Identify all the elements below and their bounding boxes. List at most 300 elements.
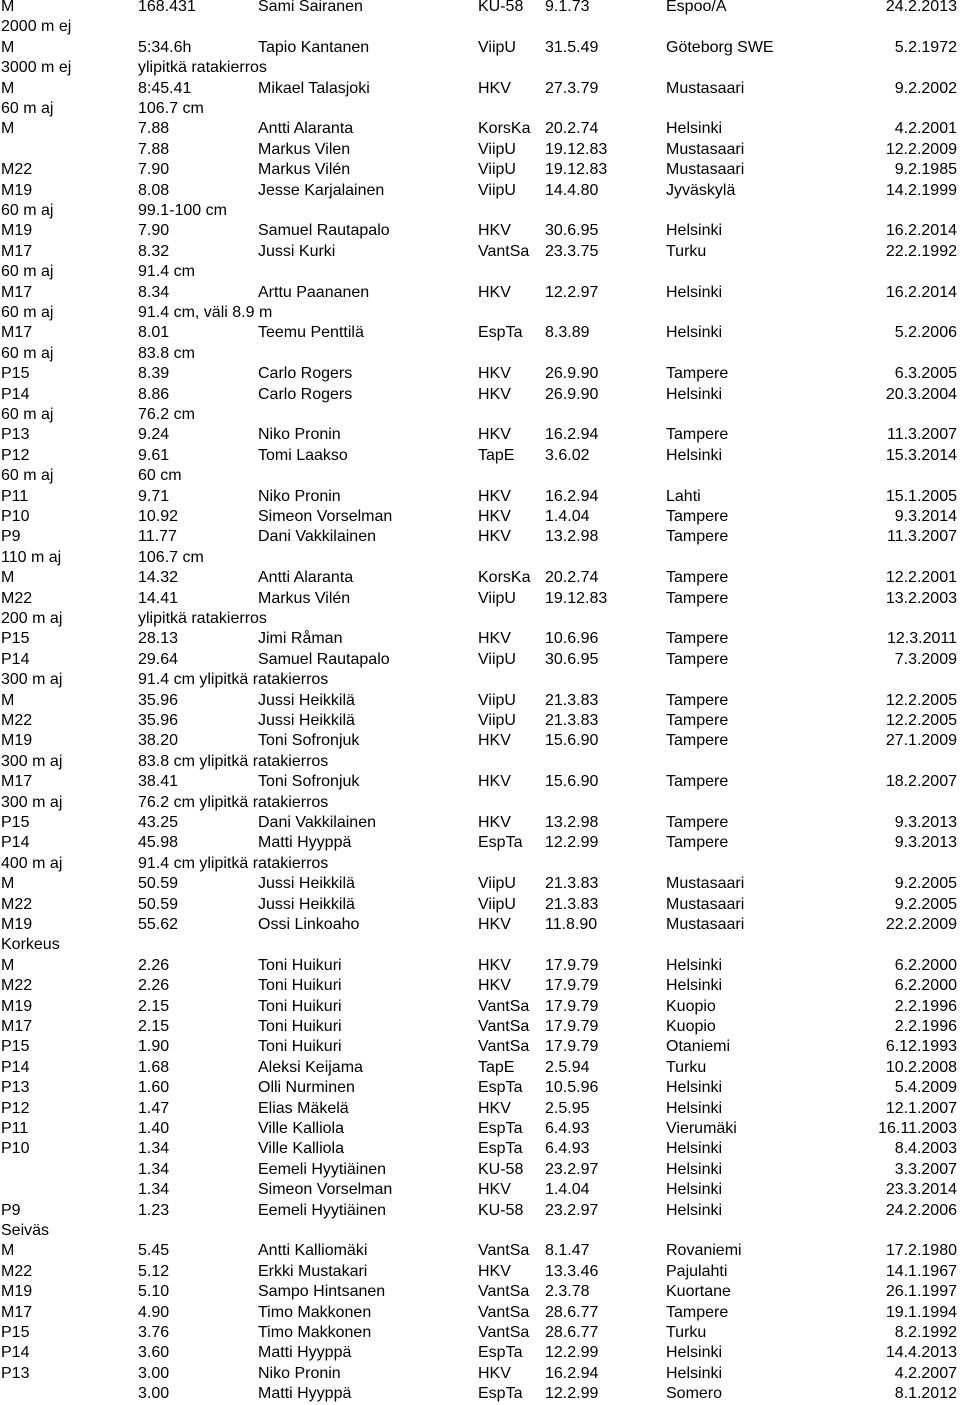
venue: Tampere [666,814,729,831]
record-row [0,38,960,58]
age-class: P12 [1,1099,30,1117]
venue: Somero [666,1385,723,1403]
record-date: 14.2.1999 [885,181,957,199]
birth-date: 2.3.78 [545,1283,590,1301]
venue: Tampere [666,508,729,525]
record-row [0,79,960,99]
athlete-name: Antti Alaranta [258,120,354,138]
athlete-name: Sampo Hintsanen [258,1283,386,1301]
athlete-name: Dani Vakkilainen [258,814,376,831]
athlete-name: Niko Pronin [258,1364,341,1382]
record-date: 5.4.2009 [894,1079,957,1097]
record-row [0,772,960,792]
venue: Tampere [666,691,729,709]
record-date: 20.3.2004 [885,385,957,403]
club: ViipU [478,691,516,709]
record-date: 6.12.1993 [885,1038,957,1056]
club: KorsKa [478,569,531,587]
venue: Helsinki [666,324,723,342]
birth-date: 16.2.94 [545,426,599,444]
age-class: M17 [1,242,33,260]
record-date: 7.3.2009 [894,650,957,668]
venue: Mustasaari [666,875,745,893]
event-header-row [0,548,960,568]
venue: Helsinki [666,1099,723,1117]
birth-date: 30.6.95 [545,650,599,668]
record-row [0,691,960,711]
record-row [0,1139,960,1159]
record-row [0,140,960,160]
age-class: M17 [1,1303,33,1321]
club: VantSa [478,1303,530,1321]
result: 8.08 [138,181,170,199]
age-class: M22 [1,712,33,729]
age-class: P13 [1,1364,30,1382]
venue: Mustasaari [666,140,745,158]
result: 5.45 [138,1242,170,1260]
birth-date: 17.9.79 [545,997,599,1015]
record-date: 11.3.2007 [887,528,957,546]
record-row [0,1303,960,1323]
event-name: 300 m aj [1,752,63,770]
venue: Mustasaari [666,161,745,179]
event-header-row [0,262,960,282]
record-row [0,507,960,527]
result: 38.41 [138,773,179,791]
result: 14.41 [138,589,179,607]
record-date: 2.2.1996 [894,997,957,1015]
result: 1.34 [138,1181,170,1199]
record-row [0,1343,960,1363]
event-name: 60 m aj [1,344,54,362]
record-row [0,160,960,180]
event-name: 300 m aj [1,671,63,689]
athlete-name: Toni Huikuri [258,997,342,1015]
event-header-row [0,1221,960,1241]
record-row [0,915,960,935]
birth-date: 21.3.83 [545,895,599,913]
event-spec: ylipitkä ratakierros [138,610,267,627]
age-class: P14 [1,834,30,852]
club: VantSa [478,1283,530,1301]
event-name: 60 m aj [1,304,54,321]
athlete-name: Tomi Laakso [258,446,348,464]
age-class: P12 [1,446,30,464]
birth-date: 10.6.96 [545,630,599,648]
result: 2.26 [138,956,170,974]
venue: Espoo/A [666,0,727,15]
record-date: 9.2.2005 [894,895,957,913]
result: 7.90 [138,222,170,240]
record-row [0,589,960,609]
record-date: 6.2.2000 [894,977,957,995]
birth-date: 12.2.99 [545,1344,599,1362]
venue: Tampere [666,589,729,607]
athlete-name: Simeon Vorselman [258,1181,393,1199]
age-class: M [1,38,15,56]
event-name: 400 m aj [1,854,63,872]
record-row [0,425,960,445]
athlete-name: Sami Sairanen [258,0,363,15]
venue: Tampere [666,630,729,648]
age-class: M22 [1,977,33,995]
record-row [0,323,960,343]
club: VantSa [478,1242,530,1260]
venue: Turku [666,1058,707,1076]
event-name: 300 m aj [1,793,63,811]
record-date: 8.2.1992 [894,1324,957,1341]
event-header-row [0,99,960,119]
club: EspTa [478,1120,523,1137]
result: 5:34.6h [138,38,192,56]
record-date: 9.2.2005 [894,875,957,893]
record-date: 5.2.1972 [894,38,957,56]
age-class: M [1,0,15,15]
birth-date: 16.2.94 [545,1364,599,1382]
result: 1.34 [138,1160,170,1178]
birth-date: 21.3.83 [545,712,599,729]
birth-date: 8.1.47 [545,1242,590,1260]
event-spec: 83.8 cm ylipitkä ratakierros [138,752,329,770]
result: 168.431 [138,0,196,15]
event-header-row [0,935,960,955]
club: HKV [478,1181,511,1199]
record-row [0,1078,960,1098]
record-row [0,1037,960,1057]
club: ViipU [478,895,516,913]
event-header-row [0,752,960,772]
age-class: M19 [1,1283,33,1301]
venue: Helsinki [666,1181,723,1199]
athlete-name: Toni Huikuri [258,956,342,974]
venue: Helsinki [666,283,723,301]
record-date: 19.1.1994 [885,1303,957,1321]
record-row [0,527,960,547]
venue: Helsinki [666,222,723,240]
event-name: 60 m aj [1,100,54,117]
result: 50.59 [138,875,179,893]
venue: Turku [666,242,707,260]
record-date: 26.1.1997 [885,1283,957,1301]
age-class: M [1,691,15,709]
age-class: P14 [1,1344,30,1362]
birth-date: 26.9.90 [545,385,599,403]
record-date: 18.2.2007 [885,773,957,791]
event-name: Korkeus [1,936,60,954]
record-date: 22.2.2009 [885,916,957,933]
athlete-name: Aleksi Keijama [258,1058,363,1076]
club: HKV [478,508,511,525]
record-row [0,1017,960,1037]
record-date: 12.2.2001 [885,569,957,587]
record-date: 27.1.2009 [885,732,957,750]
age-class: P14 [1,1058,30,1076]
record-row [0,487,960,507]
event-spec: 60 cm [138,467,182,485]
result: 50.59 [138,895,179,913]
event-name: 60 m aj [1,467,54,485]
record-date: 12.2.2009 [885,140,957,158]
record-row [0,711,960,731]
record-date: 22.2.1992 [885,242,957,260]
birth-date: 13.3.46 [545,1262,599,1280]
athlete-name: Niko Pronin [258,487,341,505]
venue: Mustasaari [666,916,745,933]
result: 2.26 [138,977,170,995]
age-class: P11 [1,487,29,505]
athlete-name: Matti Hyyppä [258,834,352,852]
birth-date: 13.2.98 [545,528,599,546]
birth-date: 13.2.98 [545,814,599,831]
athlete-name: Niko Pronin [258,426,341,444]
venue: Kuopio [666,997,716,1015]
athlete-name: Toni Huikuri [258,977,342,995]
birth-date: 23.3.75 [545,242,599,260]
result: 8:45.41 [138,79,192,97]
record-row [0,895,960,915]
birth-date: 17.9.79 [545,956,599,974]
athlete-name: Antti Alaranta [258,569,354,587]
record-row [0,1262,960,1282]
result: 7.88 [138,120,170,138]
record-date: 2.2.1996 [894,1018,957,1035]
result: 2.15 [138,1018,170,1035]
athlete-name: Samuel Rautapalo [258,650,390,668]
club: KU-58 [478,1160,524,1178]
club: HKV [478,956,511,974]
venue: Helsinki [666,977,723,995]
result: 1.23 [138,1201,170,1219]
club: HKV [478,528,511,546]
event-header-row [0,58,960,78]
athlete-name: Mikael Talasjoki [258,79,370,97]
athlete-name: Dani Vakkilainen [258,528,376,546]
record-row [0,1241,960,1261]
age-class: M19 [1,997,33,1015]
venue: Helsinki [666,1140,723,1158]
event-name: 200 m aj [1,610,63,627]
record-row [0,119,960,139]
athlete-name: Antti Kalliomäki [258,1242,368,1260]
result: 9.24 [138,426,170,444]
athlete-name: Markus Vilén [258,589,351,607]
result: 1.34 [138,1140,170,1158]
record-date: 3.3.2007 [894,1160,957,1178]
birth-date: 12.2.97 [545,283,599,301]
record-row [0,446,960,466]
club: HKV [478,385,511,403]
record-date: 8.1.2012 [894,1385,957,1403]
record-date: 9.2.2002 [894,79,957,97]
result: 35.96 [138,691,179,709]
venue: Göteborg SWE [666,38,774,56]
birth-date: 9.1.73 [545,0,590,15]
result: 8.34 [138,283,170,301]
record-row [0,1058,960,1078]
athlete-name: Matti Hyyppä [258,1385,352,1403]
birth-date: 23.2.97 [545,1201,599,1219]
record-date: 12.3.2011 [887,630,957,648]
club: ViipU [478,712,516,729]
club: ViipU [478,38,516,56]
record-date: 8.4.2003 [894,1140,957,1158]
venue: Tampere [666,569,729,587]
athlete-name: Erkki Mustakari [258,1262,368,1280]
record-date: 16.2.2014 [885,283,957,301]
result: 9.71 [138,487,170,505]
athlete-name: Markus Vilén [258,161,351,179]
athlete-name: Jussi Heikkilä [258,691,355,709]
club: HKV [478,365,511,383]
club: HKV [478,222,511,240]
age-class: M19 [1,181,33,199]
age-class: P15 [1,630,30,648]
event-header-row [0,466,960,486]
birth-date: 6.4.93 [545,1140,590,1158]
age-class: M19 [1,222,33,240]
age-class: M [1,875,15,893]
birth-date: 23.2.97 [545,1160,599,1178]
venue: Tampere [666,1303,729,1321]
club: EspTa [478,1344,523,1362]
club: HKV [478,426,511,444]
record-date: 24.2.2013 [885,0,957,15]
event-name: 2000 m ej [1,18,72,36]
age-class: P13 [1,1079,30,1097]
athlete-name: Jussi Heikkilä [258,712,355,729]
event-name: 60 m aj [1,406,54,423]
record-row [0,1119,960,1139]
venue: Tampere [666,426,729,444]
record-date: 16.11.2003 [878,1120,957,1137]
age-class: P10 [1,1140,30,1158]
club: EspTa [478,1079,523,1097]
result: 29.64 [138,650,179,668]
event-header-row [0,793,960,813]
record-date: 24.2.2006 [885,1201,957,1219]
record-date: 9.2.1985 [894,161,957,179]
record-date: 9.3.2013 [894,834,957,852]
event-spec: 83.8 cm [138,344,195,362]
club: HKV [478,1262,511,1280]
record-date: 5.2.2006 [894,324,957,342]
athlete-name: Simeon Vorselman [258,508,393,525]
age-class: P15 [1,814,30,831]
club: HKV [478,732,511,750]
venue: Tampere [666,712,729,729]
club: HKV [478,1364,511,1382]
venue: Lahti [666,487,701,505]
club: HKV [478,977,511,995]
age-class: M22 [1,589,33,607]
venue: Tampere [666,834,729,852]
result: 55.62 [138,916,179,933]
event-spec: 91.4 cm ylipitkä ratakierros [138,671,329,689]
club: ViipU [478,650,516,668]
record-date: 4.2.2007 [894,1364,957,1382]
age-class: P9 [1,1201,21,1219]
club: EspTa [478,324,523,342]
record-row [0,364,960,384]
record-date: 9.3.2013 [894,814,957,831]
record-row [0,874,960,894]
venue: Helsinki [666,1079,723,1097]
birth-date: 17.9.79 [545,977,599,995]
birth-date: 19.12.83 [545,161,608,179]
venue: Turku [666,1324,707,1341]
record-row [0,1384,960,1404]
result: 1.47 [138,1099,170,1117]
record-row [0,833,960,853]
birth-date: 16.2.94 [545,487,599,505]
record-date: 9.3.2014 [894,508,957,525]
athlete-name: Toni Huikuri [258,1038,342,1056]
age-class: P10 [1,508,30,525]
athlete-name: Elias Mäkelä [258,1099,349,1117]
record-row [0,385,960,405]
club: ViipU [478,140,516,158]
record-date: 14.4.2013 [885,1344,957,1362]
birth-date: 21.3.83 [545,691,599,709]
birth-date: 12.2.99 [545,1385,599,1403]
record-date: 14.1.1967 [885,1262,957,1280]
result: 1.90 [138,1038,170,1056]
result: 14.32 [138,569,179,587]
age-class: M17 [1,283,33,301]
athlete-name: Jesse Karjalainen [258,181,385,199]
record-date: 6.2.2000 [894,956,957,974]
club: TapE [478,1058,515,1076]
venue: Tampere [666,528,729,546]
result: 3.00 [138,1385,170,1403]
athlete-name: Carlo Rogers [258,385,353,403]
athlete-name: Tapio Kantanen [258,38,370,56]
club: HKV [478,773,511,791]
athlete-name: Markus Vilen [258,140,351,158]
record-row [0,976,960,996]
age-class: M [1,120,15,138]
birth-date: 14.4.80 [545,181,599,199]
athlete-name: Samuel Rautapalo [258,222,390,240]
birth-date: 19.12.83 [545,140,608,158]
result: 4.90 [138,1303,170,1321]
event-spec: 91.4 cm, väli 8.9 m [138,304,273,321]
venue: Helsinki [666,1160,723,1178]
athlete-name: Jimi Råman [258,630,343,648]
club: HKV [478,630,511,648]
event-spec: 91.4 cm [138,263,195,281]
club: KU-58 [478,1201,524,1219]
venue: Tampere [666,365,729,383]
athlete-name: Teemu Penttilä [258,324,364,342]
event-spec: ylipitkä ratakierros [138,59,267,77]
athlete-name: Toni Sofronjuk [258,732,360,750]
result: 43.25 [138,814,179,831]
club: HKV [478,79,511,97]
club: ViipU [478,589,516,607]
venue: Helsinki [666,120,723,138]
record-row [0,283,960,303]
venue: Pajulahti [666,1262,728,1280]
venue: Kuortane [666,1283,731,1301]
birth-date: 12.2.99 [545,834,599,852]
athlete-name: Toni Huikuri [258,1018,342,1035]
record-date: 15.1.2005 [885,487,957,505]
event-name: 110 m aj [1,548,62,566]
record-row [0,568,960,588]
record-row [0,1282,960,1302]
record-row [0,650,960,670]
